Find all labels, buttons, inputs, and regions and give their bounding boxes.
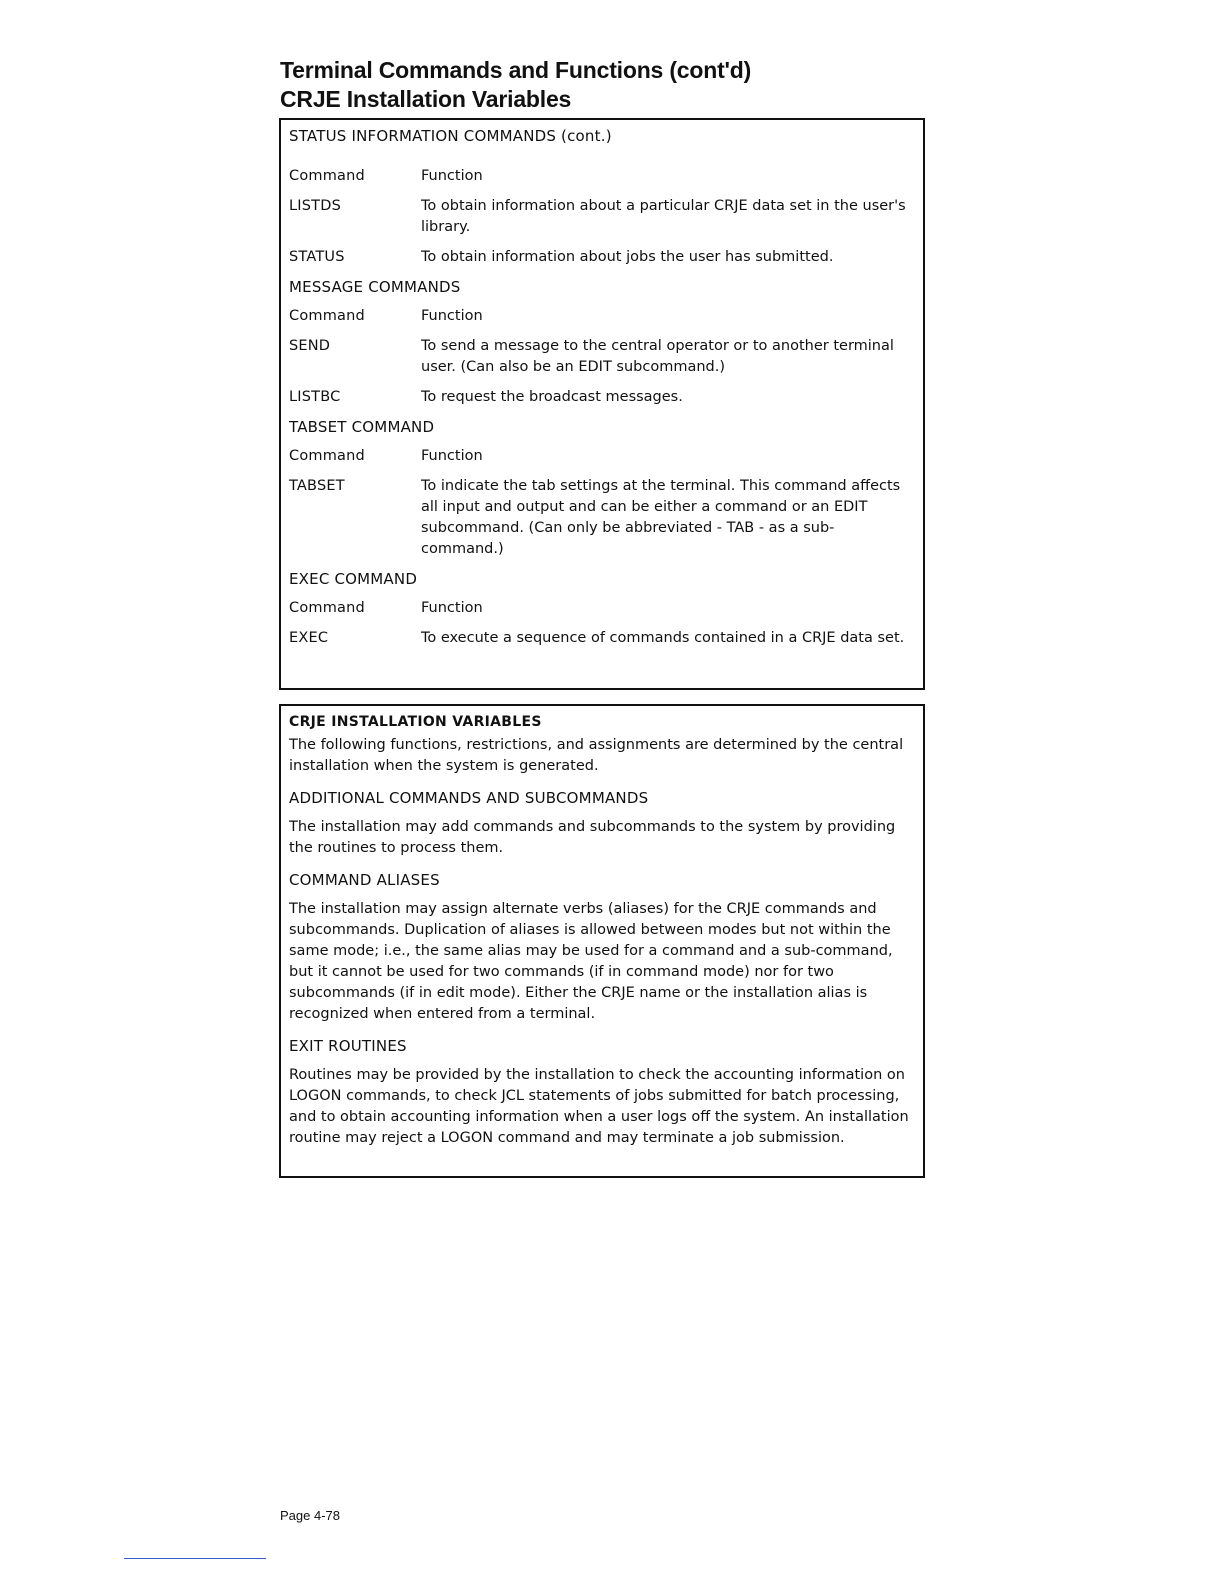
- table-row: [289, 476, 915, 560]
- table-header: [289, 306, 915, 327]
- table-row: [289, 387, 915, 408]
- installation-variables-box: [279, 704, 925, 1178]
- function-header: Function: [421, 308, 483, 324]
- table-header: [289, 598, 915, 619]
- table-header: [289, 446, 915, 467]
- heading-line-2: CRJE Installation Variables: [280, 86, 572, 112]
- command-name: LISTDS: [289, 198, 341, 214]
- box2-title: CRJE INSTALLATION VARIABLES: [289, 714, 542, 730]
- page-number: Page 4-78: [280, 1508, 340, 1523]
- command-function: To execute a sequence of commands contained in a CRJE data set.: [421, 630, 905, 646]
- function-header: Function: [421, 600, 483, 616]
- command-function: To send a message to the central operator or to another terminal user. (Can also be an EDIT subcommand.): [421, 338, 894, 375]
- table-row: [289, 336, 915, 378]
- section-title: COMMAND ALIASES: [289, 871, 440, 889]
- command-function: To obtain information about a particular CRJE data set in the user's library.: [421, 198, 906, 235]
- heading-line-1: Terminal Commands and Functions (cont'd): [280, 57, 752, 83]
- command-name: STATUS: [289, 249, 345, 265]
- command-name: SEND: [289, 338, 331, 354]
- command-name: EXEC: [289, 630, 329, 646]
- table-row: [289, 628, 915, 649]
- section-title: EXIT ROUTINES: [289, 1037, 407, 1055]
- intro-paragraph: The following functions, restrictions, and assignments are determined by the central installation when the system is generated.: [289, 737, 904, 774]
- section-title: EXEC COMMAND: [289, 570, 418, 588]
- footer-divider: [124, 1558, 266, 1559]
- table-header: [289, 166, 915, 187]
- function-header: Function: [421, 168, 483, 184]
- section-paragraph: The installation may add commands and subcommands to the system by providing the routines to process them.: [289, 819, 896, 856]
- table-row: [289, 247, 915, 268]
- section-paragraph: The installation may assign alternate verbs (aliases) for the CRJE commands and subcommands. Duplication of aliases is allowed between modes but not within the same mode; i.e., the same alias may be used for a command and a sub-command, but it cannot be used for two commands (if in command mode) nor for two subcommands (if in edit mode). Either the CRJE name or the installation alias is recognized when entered from a terminal.: [289, 901, 893, 1022]
- section-title: MESSAGE COMMANDS: [289, 278, 461, 296]
- page-heading: [280, 56, 751, 114]
- function-header: Function: [421, 448, 483, 464]
- command-header: Command: [289, 600, 365, 616]
- command-name: LISTBC: [289, 389, 341, 405]
- box1-title: STATUS INFORMATION COMMANDS (cont.): [289, 127, 612, 145]
- command-header: Command: [289, 308, 365, 324]
- table-row: [289, 196, 915, 238]
- section-title: ADDITIONAL COMMANDS AND SUBCOMMANDS: [289, 789, 649, 807]
- section-paragraph: Routines may be provided by the installation to check the accounting information on LOGON commands, to check JCL statements of jobs submitted for batch processing, and to obtain accounting information when a user logs off the system. An installation routine may reject a LOGON command and may terminate a job submission.: [289, 1067, 909, 1146]
- status-commands-box: [279, 118, 925, 690]
- command-header: Command: [289, 448, 365, 464]
- command-header: Command: [289, 168, 365, 184]
- command-function: To request the broadcast messages.: [421, 389, 683, 405]
- command-function: To indicate the tab settings at the terminal. This command affects all input and output and can be either a command or an EDIT subcommand. (Can only be abbreviated - TAB - as a sub-command.): [421, 478, 901, 557]
- command-name: TABSET: [289, 478, 345, 494]
- command-function: To obtain information about jobs the user has submitted.: [421, 249, 834, 265]
- section-title: TABSET COMMAND: [289, 418, 435, 436]
